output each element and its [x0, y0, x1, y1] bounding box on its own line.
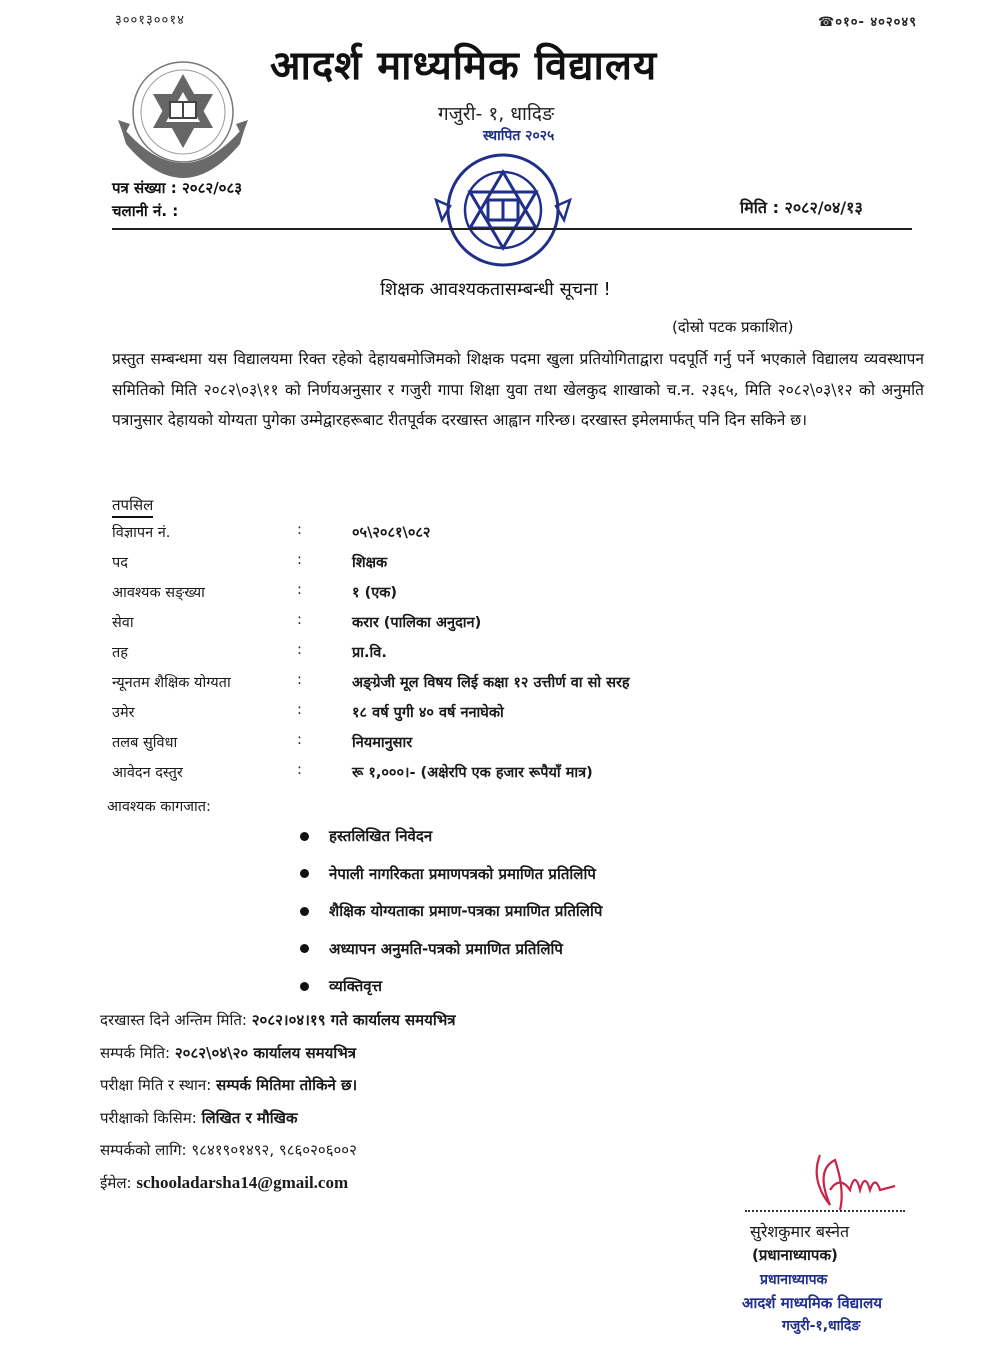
header-divider [112, 228, 912, 230]
detail-row [112, 552, 912, 580]
detail-value: नियमानुसार [352, 735, 413, 751]
reference-code: ३००१३००१४ [115, 13, 185, 28]
issue-date: मिति : २०८२/०४/१३ [740, 198, 863, 217]
date-label: मिति [740, 198, 767, 217]
letter-number-label: पत्र संख्या [112, 179, 166, 197]
bullet-icon [300, 869, 309, 878]
detail-value: १ (एक) [352, 585, 397, 601]
stamp-line-3: गजुरी-१,धादिङ [782, 1318, 861, 1334]
detail-label: पद [112, 555, 128, 571]
school-logo [108, 52, 258, 186]
detail-label: न्यूनतम शैक्षिक योग्यता [112, 675, 231, 691]
detail-value: १८ वर्ष पुगी ४० वर्ष ननाघेको [352, 705, 504, 721]
info-line [100, 1075, 357, 1095]
bullet-icon [300, 832, 309, 841]
notice-body: प्रस्तुत सम्बन्धमा यस विद्यालयमा रिक्त रहेको देहायबमोजिमको शिक्षक पदमा खुला प्रतियोगिताद्वारा पदपूर्ति गर्नु पर्ने भएकाले विद्यालय व्यवस्थापन समितिको मिति २०८२\०३\११ को निर्णयअनुसार र गजुरी गापा शिक्षा युवा तथा खेलकुद शाखाको च.न. २३६५, मिति २०८२\०३\१२ को अनुमति पत्रानुसार देहायको योग्यता पुगेका उम्मेद्वारहरूबाट रीतपूर्वक दरखास्त आह्वान गरिन्छ। दरखास्त इमेलमार्फत् पनि दिन सकिने छ। [112, 350, 924, 429]
info-line [100, 1108, 297, 1128]
detail-value: प्रा.वि. [352, 645, 387, 661]
info-value: सम्पर्क मितिमा तोकिने छ। [216, 1076, 358, 1094]
school-seal [428, 140, 578, 294]
detail-separator: : [297, 732, 302, 748]
document-list-item [300, 826, 432, 846]
school-name: आदर्श माध्यमिक विद्यालय [270, 43, 658, 89]
details-heading: तपसिल [112, 495, 153, 518]
document-name: नेपाली नागरिकता प्रमाणपत्रको प्रमाणित प्रतिलिपि [329, 864, 596, 883]
document-list-item [300, 976, 382, 996]
documents-heading: आवश्यक कागजात: [107, 799, 211, 815]
info-value: ९८४१९०१४९२, ९८६०२०६००२ [191, 1141, 357, 1159]
info-label: दरखास्त दिने अन्तिम मिति: [100, 1011, 247, 1029]
info-line [100, 1010, 456, 1030]
detail-separator: : [297, 552, 302, 568]
info-value: २०८२\०४\२० कार्यालय समयभित्र [174, 1043, 357, 1062]
detail-row [112, 702, 912, 730]
document-name: अध्यापन अनुमति-पत्रको प्रमाणित प्रतिलिपि [329, 939, 563, 958]
info-line [100, 1140, 357, 1160]
phone-number: ☎०१०- ४०२०४९ [818, 15, 917, 30]
detail-label: उमेर [112, 705, 135, 721]
detail-label: विज्ञापन नं. [112, 525, 171, 541]
document-list-item [300, 939, 563, 959]
document-list-item [300, 864, 596, 884]
detail-label: तह [112, 645, 128, 661]
detail-row [112, 582, 912, 610]
notice-subtitle: (दोस्रो पटक प्रकाशित) [672, 318, 794, 336]
letter-number: पत्र संख्या : २०८२/०८३ [112, 179, 243, 197]
notice-title: शिक्षक आवश्यकतासम्बन्धी सूचना ! [380, 279, 611, 300]
info-line [100, 1173, 348, 1193]
signature-line [745, 1210, 905, 1212]
detail-separator: : [297, 642, 302, 658]
document-name: हस्तलिखित निवेदन [329, 827, 433, 845]
dispatch-number: चलानी नं. : [112, 202, 179, 220]
detail-separator: : [297, 522, 302, 538]
school-address: गजुरी- १, धादिङ [438, 103, 555, 125]
detail-value: ०५\२०८१\०८२ [352, 525, 431, 541]
detail-label: आवेदन दस्तुर [112, 765, 183, 781]
stamp-line-2: आदर्श माध्यमिक विद्यालय [742, 1294, 882, 1312]
letter-number-value: २०८२/०८३ [182, 179, 243, 197]
info-label: परीक्षा मिति र स्थान: [100, 1076, 212, 1094]
detail-value: रू १,०००।- (अक्षेरपि एक हजार रूपैयाँ मात्र) [352, 765, 593, 781]
detail-row [112, 732, 912, 760]
detail-value: अङ्ग्रेजी मूल विषय लिई कक्षा १२ उत्तीर्ण वा सो सरह [352, 675, 630, 691]
signatory-role: (प्रधानाध्यापक) [752, 1246, 838, 1264]
email-link[interactable]: schooladarsha14@gmail.com [136, 1172, 349, 1192]
detail-separator: : [297, 762, 302, 778]
detail-label: तलब सुविधा [112, 735, 178, 751]
info-line [100, 1043, 356, 1063]
date-value: २०८२/०४/१३ [784, 198, 863, 217]
signature-mark [810, 1150, 900, 1224]
detail-row [112, 762, 912, 790]
info-label: सम्पर्क मिति: [100, 1043, 171, 1062]
info-label: परीक्षाको किसिम: [100, 1108, 197, 1127]
detail-value: शिक्षक [352, 555, 388, 571]
detail-label: आवश्यक सङ्ख्या [112, 585, 205, 601]
info-value: लिखित र मौखिक [201, 1108, 298, 1127]
info-label: सम्पर्कको लागि: [100, 1141, 187, 1159]
info-value: २०८२।०४।१९ गते कार्यालय समयभित्र [251, 1011, 456, 1029]
document-name: शैक्षिक योग्यताका प्रमाण-पत्रका प्रमाणित प्रतिलिपि [329, 902, 603, 920]
detail-row [112, 612, 912, 640]
established-year: स्थापित २०२५ [483, 128, 555, 144]
document-name: व्यक्तिवृत्त [329, 977, 383, 995]
dispatch-number-label: चलानी नं. [112, 202, 168, 220]
detail-separator: : [297, 672, 302, 688]
signatory-name: सुरेशकुमार बस्नेत [750, 1222, 850, 1241]
stamp-line-1: प्रधानाध्यापक [760, 1272, 828, 1288]
detail-separator: : [297, 612, 302, 628]
bullet-icon [300, 944, 309, 953]
detail-value: करार (पालिका अनुदान) [352, 615, 482, 631]
bullet-icon [300, 907, 309, 916]
detail-separator: : [297, 582, 302, 598]
bullet-icon [300, 982, 309, 991]
detail-row [112, 672, 912, 700]
detail-label: सेवा [112, 615, 134, 631]
detail-row [112, 642, 912, 670]
detail-separator: : [297, 702, 302, 718]
detail-row [112, 522, 912, 550]
info-label: ईमेल: [100, 1173, 132, 1192]
document-list-item [300, 901, 602, 921]
